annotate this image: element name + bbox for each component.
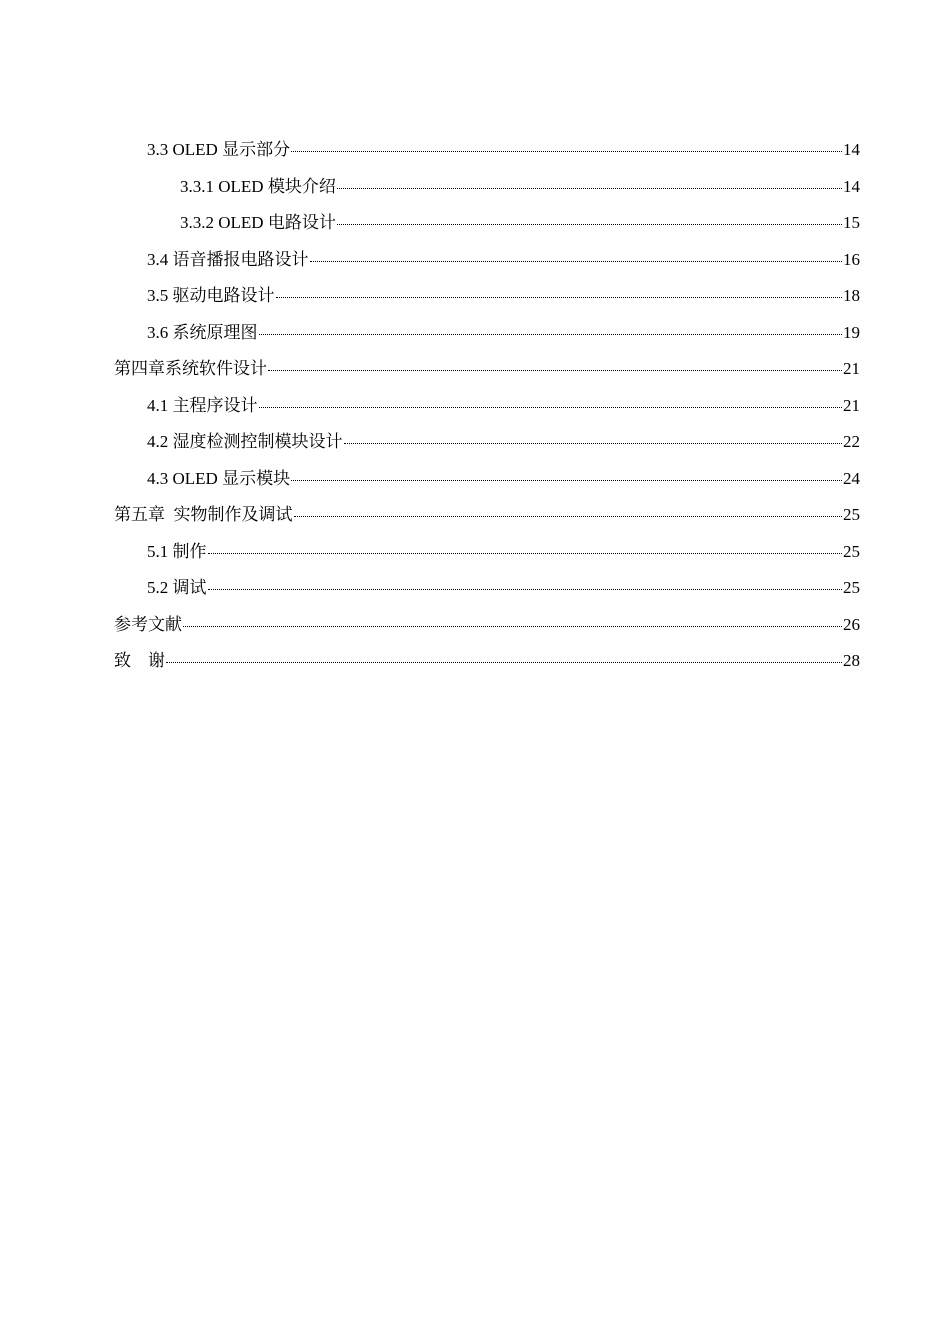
dot-leader <box>291 479 842 481</box>
toc-entry-title: 5.2 调试 <box>147 578 207 597</box>
toc-entry-5-1[interactable] <box>114 534 860 571</box>
dot-leader <box>337 223 842 225</box>
toc-entry-title: 3.4 语音播报电路设计 <box>147 249 309 269</box>
toc-entry-page-number: 25 <box>843 541 860 561</box>
toc-entry-page-number: 21 <box>843 395 860 415</box>
toc-entry-page-number: 25 <box>843 505 860 524</box>
dot-leader <box>208 588 843 590</box>
toc-entry-title: 第五章 实物制作及调试 <box>114 505 293 524</box>
toc-entry-3-5[interactable] <box>114 278 860 315</box>
dot-leader <box>310 260 843 262</box>
toc-entry-3-3[interactable] <box>114 132 860 169</box>
toc-entry-chapter-4[interactable] <box>114 351 860 388</box>
toc-entry-title: 4.3 OLED 显示模块 <box>147 468 291 488</box>
toc-entry-4-1[interactable] <box>114 388 860 425</box>
toc-entry-title: 第四章系统软件设计 <box>114 359 267 378</box>
toc-entry-page-number: 19 <box>843 322 860 342</box>
toc-entry-page-number: 14 <box>843 176 860 196</box>
dot-leader <box>294 515 843 517</box>
toc-entry-3-3-1[interactable] <box>114 169 860 206</box>
toc-entry-4-2[interactable] <box>114 424 860 461</box>
toc-entry-title: 3.3.1 OLED 模块介绍 <box>180 176 336 196</box>
toc-entry-acknowledgements[interactable] <box>114 643 860 680</box>
toc-entry-page-number: 24 <box>843 468 860 488</box>
toc-entry-title: 3.3 OLED 显示部分 <box>147 140 291 159</box>
toc-entry-4-3[interactable] <box>114 461 860 498</box>
dot-leader <box>337 187 842 189</box>
toc-entry-title: 致 谢 <box>114 651 165 670</box>
table-of-contents <box>114 132 860 680</box>
toc-entry-page-number: 26 <box>843 614 860 634</box>
dot-leader <box>208 552 843 554</box>
toc-entry-page-number: 21 <box>843 359 860 378</box>
toc-entry-title: 参考文献 <box>114 614 182 634</box>
dot-leader <box>259 333 843 335</box>
dot-leader <box>291 150 842 152</box>
toc-entry-page-number: 14 <box>843 140 860 159</box>
dot-leader <box>259 406 843 408</box>
toc-entry-chapter-5[interactable] <box>114 497 860 534</box>
toc-entry-title: 4.1 主程序设计 <box>147 395 258 415</box>
toc-entry-references[interactable] <box>114 607 860 644</box>
toc-entry-title: 3.3.2 OLED 电路设计 <box>180 213 336 232</box>
toc-entry-3-6[interactable] <box>114 315 860 352</box>
toc-entry-3-4[interactable] <box>114 242 860 279</box>
toc-entry-page-number: 18 <box>843 286 860 305</box>
dot-leader <box>183 625 842 627</box>
toc-entry-title: 3.6 系统原理图 <box>147 322 258 342</box>
toc-entry-page-number: 25 <box>843 578 860 597</box>
dot-leader <box>344 442 843 444</box>
toc-entry-3-3-2[interactable] <box>114 205 860 242</box>
toc-entry-5-2[interactable] <box>114 570 860 607</box>
toc-entry-title: 3.5 驱动电路设计 <box>147 286 275 305</box>
toc-entry-page-number: 28 <box>843 651 860 670</box>
dot-leader <box>166 661 842 663</box>
toc-entry-title: 5.1 制作 <box>147 541 207 561</box>
toc-entry-page-number: 16 <box>843 249 860 269</box>
toc-entry-page-number: 22 <box>843 432 860 451</box>
dot-leader <box>268 369 842 371</box>
dot-leader <box>276 296 843 298</box>
toc-entry-title: 4.2 湿度检测控制模块设计 <box>147 432 343 451</box>
toc-entry-page-number: 15 <box>843 213 860 232</box>
